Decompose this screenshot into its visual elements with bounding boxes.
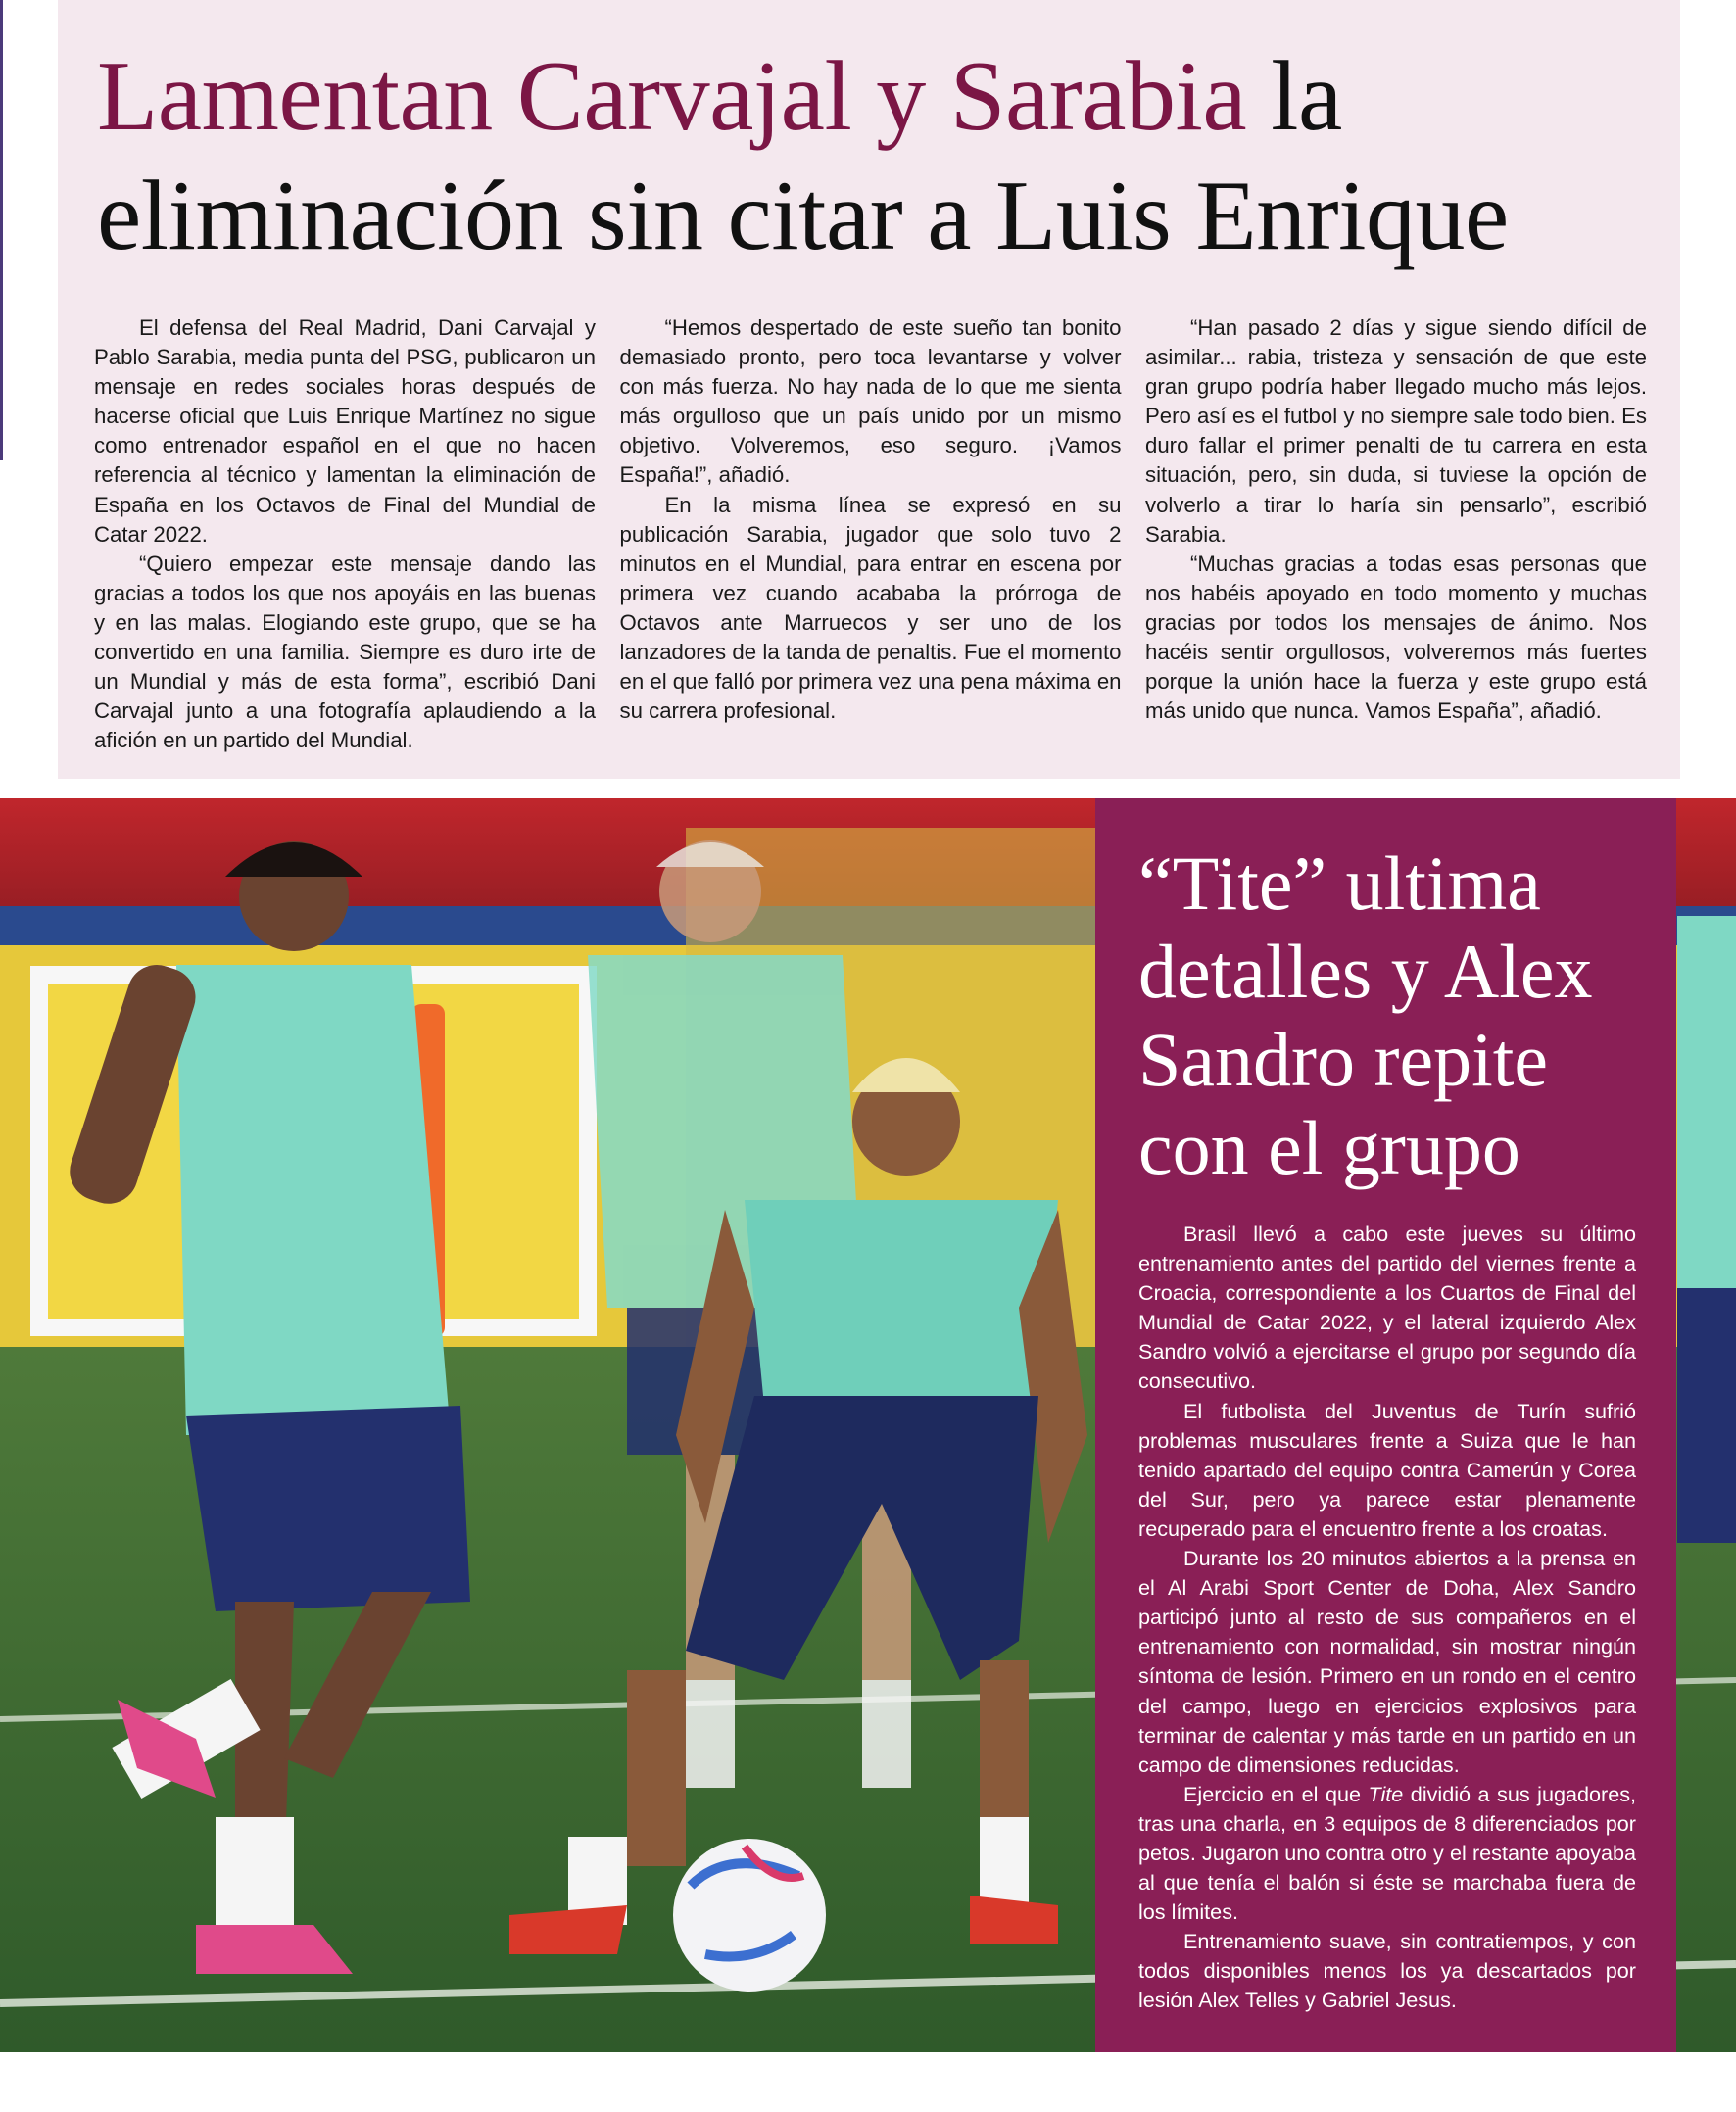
paragraph: Entrenamiento suave, sin contratiempos, y con todos disponibles menos los ya descartados por lesión Alex Telles y Gabriel Jesus. [1138,1929,1636,2013]
sidebar-body [1138,1220,1636,2016]
article-column-1 [94,313,596,755]
headline-accent: Lamentan Carvajal y Sarabia [97,41,1247,152]
paragraph: El defensa del Real Madrid, Dani Carvajal y Pablo Sarabia, media punta del PSG, publicaron un mensaje en redes sociales horas después de hacerse oficial que Luis Enrique Martínez no sigue como entrenador español en el que no hacen referencia al técnico y lamentan la eliminación de España en los Octavos de Final del Mundial de Catar 2022. [94,315,596,547]
article-column-2 [620,313,1122,755]
sidebar-panel [1095,798,1676,2052]
paragraph: “Muchas gracias a todas esas personas que nos habéis apoyado en todo momento y muchas gracias por todos los mensajes de ánimo. Nos hacéis sentir orgullosos, volveremos más fuertes porque la unión hace la fuerza y este grupo está más unido que nunca. Vamos España”, añadió. [1145,551,1647,724]
paragraph: En la misma línea se expresó en su publicación Sarabia, jugador que solo tuvo 2 minutos en el Mundial, para entrar en escena por primera vez cuando acababa la prórroga de Octavos ante Marruecos y ser uno de los lanzadores de la tanda de penaltis. Fue el momento en el que falló por primera vez una pena máxima en su carrera profesional. [619,492,1122,724]
paragraph: “Hemos despertado de este sueño tan bonito demasiado pronto, pero toca levantarse y volver con más fuerza. No hay nada de lo que me sienta más orgulloso que un país unido por un mismo objetivo. Volveremos, eso seguro. ¡Vamos España!”, añadió. [619,315,1122,488]
page-edge-mark [0,0,3,460]
sidebar-title: “Tite” ultima detalles y Alex Sandro repite con el grupo [1138,840,1593,1190]
article-column-3 [1145,313,1647,755]
text-run: dividió a sus jugadores, tras una charla, en 3 equipos de 8 diferenciados por petos. Jugaron uno contra otro y el restante apoyaba al que tenía el balón si éste se marchaba fuera de los límites. [1138,1781,1636,1925]
paragraph: “Quiero empezar este mensaje dando las gracias a todos los que nos apoyáis en las buenas y en las malas. Elogiando este grupo, que se ha convertido en una familia. Siempre es duro irte de un Mundial y más de esta forma”, escribió Dani Carvajal junto a una fotografía aplaudiendo a la afición en un partido del Mundial. [94,551,596,753]
paragraph [1138,1780,1636,1927]
paragraph: “Han pasado 2 días y sigue siendo difícil de asimilar... rabia, tristeza y sensación de que este gran grupo podría haber llegado mucho más lejos. Pero así es el futbol y no siempre sale todo bien. Es duro fallar el primer penalti de tu carrera en esta situación, pero, sin duda, si tuviese la opción de volverlo a tirar lo haría sin pensarlo”, escribió Sarabia. [1145,315,1647,547]
article-headline [97,37,1625,276]
italic-name: Tite [1368,1781,1404,1806]
paragraph: El futbolista del Juventus de Turín sufrió problemas musculares frente a Suiza que le han tenido apartado del equipo contra Camerún y Corea del Sur, pero ya parece estar plenamente recuperado para el encuentro frente a los croatas. [1138,1398,1636,1541]
paragraph: Durante los 20 minutos abiertos a la prensa en el Al Arabi Sport Center de Doha, Alex Sandro participó junto al resto de sus compañeros en el entrenamiento con normalidad, sin mostrar ningún síntoma de lesión. Primero en un rondo en el centro del campo, luego en ejercicios explosivos para terminar de calentar y más tarde en un partido en un campo de dimensiones reducidas. [1138,1546,1636,1777]
headline-rest: la eliminación sin citar a Luis Enrique [97,41,1509,271]
article-columns [94,313,1647,755]
text-run: Ejercicio en el que [1183,1781,1369,1806]
paragraph: Brasil llevó a cabo este jueves su último entrenamiento antes del partido del viernes frente a Croacia, correspondiente a los Cuartos de Final del Mundial de Catar 2022, y el lateral izquierdo Alex Sandro volvió a ejercitarse el grupo por segundo día consecutivo. [1138,1222,1636,1394]
